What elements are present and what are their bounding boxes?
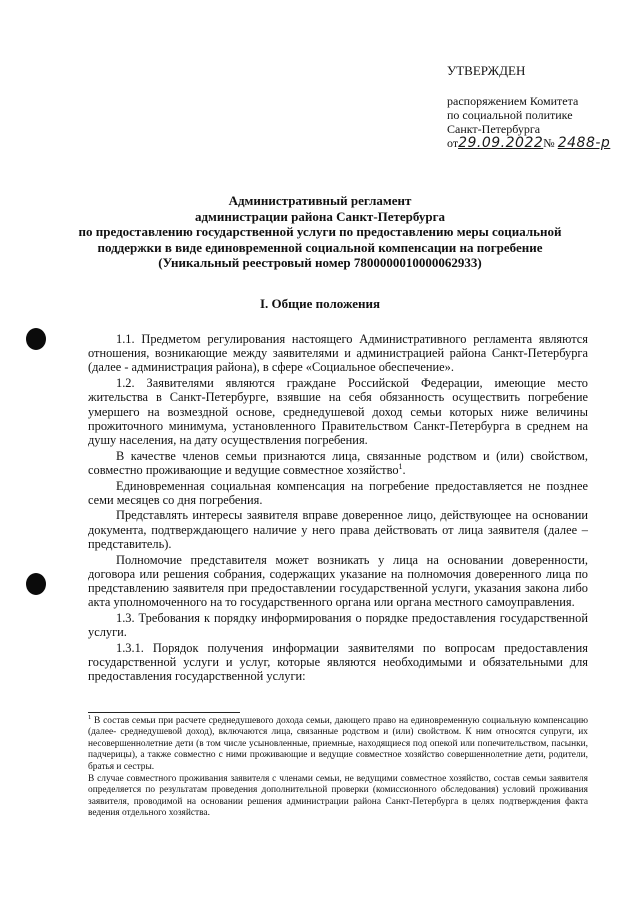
footnote-1-text: В состав семьи при расчете среднедушевого дохода семьи, дающего право на единовременную социальную компенсацию (далее- среднедушевой доход), включаются лица, связанные родством и (или) свойством. К ним относятся супруги, их несовершеннолетние дети (в том числе усыновленные, приемные, находящиеся под опекой или попечительством, пасынки, падчерицы), а также совместно с ними проживающие и ведущие совместное хозяйство совершеннолетние дети, родители, братья и сестры. <box>88 716 588 772</box>
paragraph-family-text: В качестве членов семьи признаются лица, связанные родством и (или) свойством, совместно проживающие и ведущие совместное хозяйство <box>88 448 588 477</box>
approval-number-sign: № <box>543 136 555 150</box>
approval-stamp <box>447 64 610 150</box>
approval-title: УТВЕРЖДЕН <box>447 63 526 78</box>
approval-line-2: по социальной политике <box>447 108 573 122</box>
document-heading <box>60 193 580 271</box>
approval-line-3: Санкт-Петербурга <box>447 122 541 136</box>
heading-line-2: администрации района Санкт-Петербурга <box>194 208 446 224</box>
footnotes <box>88 713 588 821</box>
footnote-1 <box>88 713 588 773</box>
approval-date-line <box>447 136 610 150</box>
paragraph-family-members <box>88 449 588 477</box>
footnote-1-continuation: В случае совместного проживания заявителя с членами семьи, не ведущими совместное хозяйство, состав семьи заявителя определяется по результатам проведения дополнительной проверки (комиссионного обследования) условий проживания заявителя, проводимой на основании решения администрации района Санкт-Петербурга в целях подтверждения факта ведения отдельного хозяйства. <box>88 774 588 819</box>
section-title: I. Общие положения <box>260 296 380 311</box>
paragraph-representative: Представлять интересы заявителя вправе доверенное лицо, действующее на основании документа, подтверждающего наличие у него права действовать от лица заявителя (далее – представитель). <box>88 508 588 551</box>
paragraph-deadline: Единовременная социальная компенсация на погребение предоставляется не позднее семи месяцев со дня погребения. <box>88 478 588 507</box>
approval-line-1: распоряжением Комитета <box>447 94 579 108</box>
footnote-ref-1: 1 <box>398 461 403 471</box>
paragraph-1-3-1: 1.3.1. Порядок получения информации заявителями по вопросам предоставления государственной услуги и услуг, которые являются необходимыми и обязательными для предоставления государственной услуги: <box>88 640 588 684</box>
handwritten-number: 2488-р <box>557 135 611 151</box>
paragraph-1-1: 1.1. Предметом регулирования настоящего Административного регламента являются отношения, возникающие между заявителями и администрацией района Санкт-Петербурга (далее - администрация района), в сфере «Социальное обеспечение». <box>88 332 588 375</box>
footnote-divider <box>88 712 240 713</box>
approval-date-prefix: от <box>447 136 459 150</box>
handwritten-date: 29.09.2022 <box>458 135 544 151</box>
footnote-1-marker: 1 <box>88 713 92 721</box>
punch-hole-bottom <box>26 573 46 595</box>
paragraph-1-2: 1.2. Заявителями являются граждане Российской Федерации, имеющие место жительства в Санкт-Петербурге, взявшие на себя обязанность осуществить погребение умершего на возмездной основе, среднедушевой доход семьи которых ниже величины прожиточного минимума, установленного Правительством Санкт-Петербурга в среднем на душу населения, на дату осуществления погребения. <box>88 376 588 447</box>
heading-line-1: Административный регламент <box>228 193 412 208</box>
paragraph-family-end: . <box>402 462 406 477</box>
heading-line-5: (Уникальный реестровый номер 7800000010000062933) <box>158 255 482 271</box>
punch-hole-top <box>26 328 46 350</box>
heading-line-4: поддержки в виде единовременной социальной компенсации на погребение <box>97 239 543 255</box>
document-body <box>88 332 588 685</box>
paragraph-authority: Полномочие представителя может возникать у лица на основании доверенности, договора или решения собрания, содержащих указание на полномочия доверенного лица по представлению заявителя при предоставлении государственной услуги, указания закона либо акта уполномоченного на то государственного органа или органа местного самоуправления. <box>88 552 588 610</box>
heading-line-3: по предоставлению государственной услуги по предоставлению меры социальной <box>78 224 562 240</box>
paragraph-1-3: 1.3. Требования к порядку информирования о порядке предоставления государственной услуги. <box>88 610 588 640</box>
